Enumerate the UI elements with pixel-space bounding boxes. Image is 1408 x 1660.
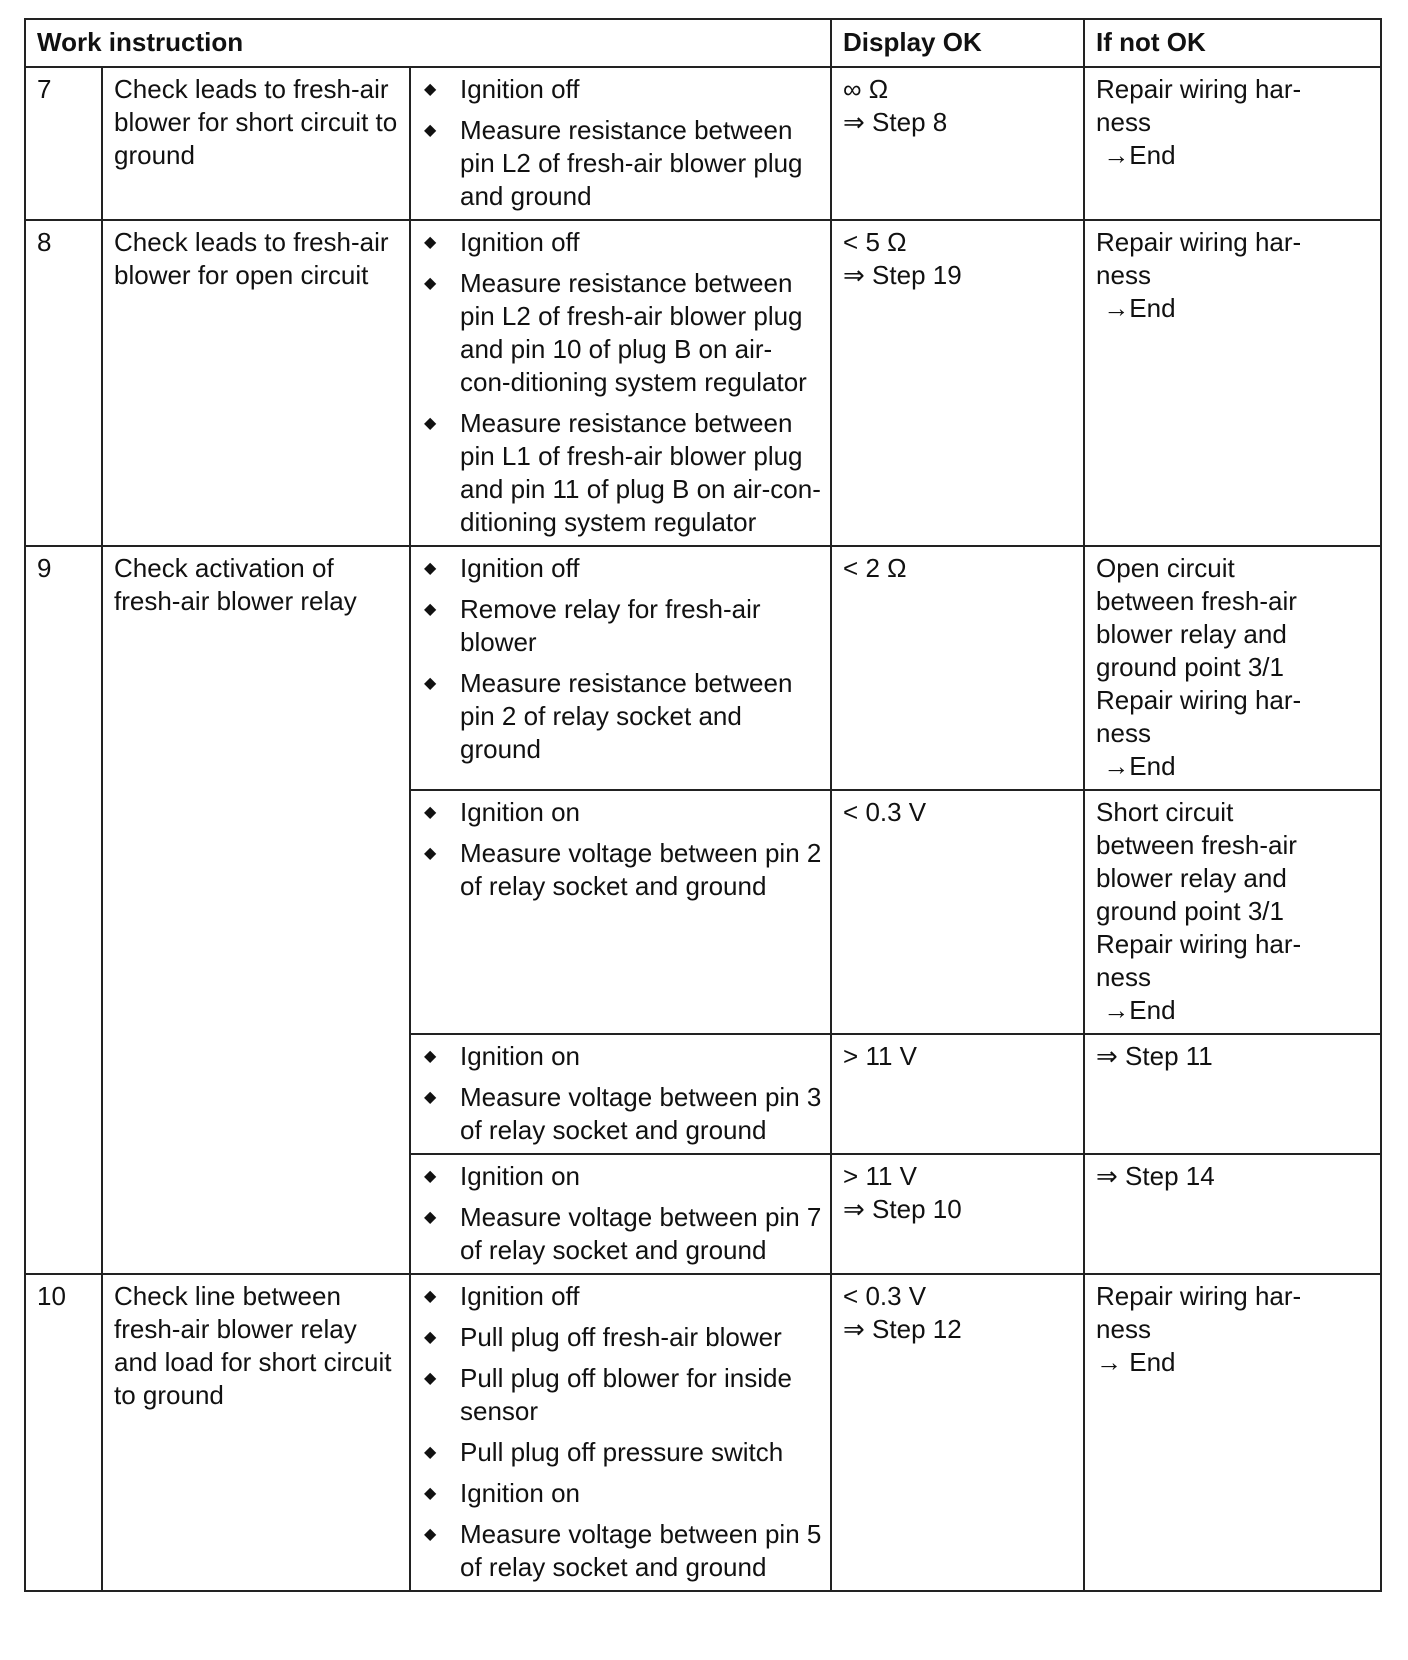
instruction-steps: [410, 546, 831, 790]
list-item: [422, 1518, 822, 1584]
diamond-bullet-icon: ◆: [424, 601, 437, 618]
if-not-ok-line: ness: [1096, 260, 1151, 290]
instruction-list: [422, 73, 822, 213]
display-ok-line: > 11 V: [843, 1041, 917, 1071]
if-not-ok-action: [1084, 1274, 1381, 1591]
display-ok-line: ⇒ Step 10: [843, 1194, 962, 1224]
display-ok-value: [831, 1274, 1084, 1591]
list-item: [422, 796, 822, 829]
diamond-bullet-icon: ◆: [424, 234, 437, 251]
list-item: [422, 1280, 822, 1313]
instruction-text: Ignition on: [460, 1041, 580, 1071]
instruction-text: Pull plug off blower for inside sensor: [460, 1363, 792, 1426]
if-not-ok-action: [1084, 1034, 1381, 1154]
if-not-ok-line: blower relay and: [1096, 863, 1287, 893]
list-item: [422, 1362, 822, 1428]
step-number: 10: [25, 1274, 102, 1591]
if-not-ok-action: [1084, 546, 1381, 790]
display-ok-line: < 2 Ω: [843, 553, 907, 583]
list-item: [422, 226, 822, 259]
if-not-ok-line: ness: [1096, 962, 1151, 992]
instruction-text: Ignition on: [460, 1478, 580, 1508]
display-ok-line: < 0.3 V: [843, 797, 927, 827]
display-ok-line: > 11 V: [843, 1161, 917, 1191]
diamond-bullet-icon: ◆: [424, 1485, 437, 1502]
if-not-ok-line: ground point 3/1: [1096, 896, 1284, 926]
check-description: Check leads to fresh-air blower for short circuit to ground: [102, 67, 410, 220]
check-description: Check line between fresh-air blower relay and load for short circuit to ground: [102, 1274, 410, 1591]
display-ok-value: [831, 546, 1084, 790]
display-ok-line: ⇒ Step 8: [843, 107, 948, 137]
table-row: [25, 1274, 1381, 1591]
check-description: Check leads to fresh-air blower for open circuit: [102, 220, 410, 546]
diamond-bullet-icon: ◆: [424, 122, 437, 139]
diamond-bullet-icon: ◆: [424, 1048, 437, 1065]
list-item: [422, 1081, 822, 1147]
list-item: [422, 1436, 822, 1469]
if-not-ok-line: Short circuit: [1096, 797, 1234, 827]
instruction-steps: [410, 790, 831, 1034]
instruction-text: Measure voltage between pin 5 of relay socket and ground: [460, 1519, 822, 1582]
display-ok-value: [831, 790, 1084, 1034]
diamond-bullet-icon: ◆: [424, 1089, 437, 1106]
step-number: 7: [25, 67, 102, 220]
diamond-bullet-icon: ◆: [424, 804, 437, 821]
diamond-bullet-icon: ◆: [424, 1526, 437, 1543]
if-not-ok-line: →End: [1096, 995, 1176, 1025]
header-work-instruction: Work instruction: [25, 19, 831, 67]
display-ok-value: [831, 1154, 1084, 1274]
if-not-ok-line: →End: [1096, 751, 1176, 781]
diamond-bullet-icon: ◆: [424, 415, 437, 432]
table-body: [25, 67, 1381, 1591]
list-item: [422, 73, 822, 106]
instruction-text: Pull plug off fresh-air blower: [460, 1322, 782, 1352]
diamond-bullet-icon: ◆: [424, 1209, 437, 1226]
diamond-bullet-icon: ◆: [424, 275, 437, 292]
instruction-text: Measure voltage between pin 3 of relay socket and ground: [460, 1082, 822, 1145]
diamond-bullet-icon: ◆: [424, 1370, 437, 1387]
table-row: [25, 67, 1381, 220]
display-ok-line: ⇒ Step 19: [843, 260, 962, 290]
list-item: [422, 407, 822, 539]
display-ok-value: [831, 67, 1084, 220]
if-not-ok-line: Repair wiring har-: [1096, 227, 1302, 257]
table-row: [25, 220, 1381, 546]
list-item: [422, 552, 822, 585]
list-item: [422, 837, 822, 903]
if-not-ok-line: ness: [1096, 718, 1151, 748]
diamond-bullet-icon: ◆: [424, 1288, 437, 1305]
instruction-text: Measure resistance between pin L2 of fresh-air blower plug and pin 10 of plug B on air-con-ditioning system regulator: [460, 268, 807, 397]
diamond-bullet-icon: ◆: [424, 845, 437, 862]
if-not-ok-line: blower relay and: [1096, 619, 1287, 649]
instruction-steps: [410, 67, 831, 220]
display-ok-line: ∞ Ω: [843, 74, 889, 104]
instruction-list: [422, 552, 822, 766]
instruction-text: Measure voltage between pin 2 of relay socket and ground: [460, 838, 822, 901]
instruction-text: Measure resistance between pin L1 of fresh-air blower plug and pin 11 of plug B on air-con-ditioning system regulator: [460, 408, 821, 537]
header-display-ok: Display OK: [831, 19, 1084, 67]
instruction-text: Ignition off: [460, 553, 580, 583]
diamond-bullet-icon: ◆: [424, 1444, 437, 1461]
if-not-ok-line: Repair wiring har-: [1096, 74, 1302, 104]
step-number: 9: [25, 546, 102, 1274]
diamond-bullet-icon: ◆: [424, 1168, 437, 1185]
instruction-steps: [410, 220, 831, 546]
step-number: 8: [25, 220, 102, 546]
instruction-text: Ignition on: [460, 1161, 580, 1191]
display-ok-value: [831, 1034, 1084, 1154]
instruction-list: [422, 1040, 822, 1147]
list-item: [422, 114, 822, 213]
instruction-text: Pull plug off pressure switch: [460, 1437, 784, 1467]
list-item: [422, 1160, 822, 1193]
work-instruction-table: [24, 18, 1382, 1592]
display-ok-line: ⇒ Step 12: [843, 1314, 962, 1344]
diamond-bullet-icon: ◆: [424, 81, 437, 98]
if-not-ok-line: → End: [1096, 1347, 1176, 1377]
list-item: [422, 1040, 822, 1073]
if-not-ok-line: Repair wiring har-: [1096, 929, 1302, 959]
diamond-bullet-icon: ◆: [424, 1329, 437, 1346]
list-item: [422, 267, 822, 399]
instruction-steps: [410, 1274, 831, 1591]
if-not-ok-line: between fresh-air: [1096, 586, 1297, 616]
header-if-not-ok: If not OK: [1084, 19, 1381, 67]
instruction-list: [422, 226, 822, 539]
list-item: [422, 1321, 822, 1354]
if-not-ok-line: ⇒ Step 11: [1096, 1041, 1213, 1071]
instruction-text: Measure resistance between pin L2 of fresh-air blower plug and ground: [460, 115, 803, 211]
list-item: [422, 1201, 822, 1267]
if-not-ok-line: →End: [1096, 140, 1176, 170]
instruction-text: Ignition off: [460, 227, 580, 257]
instruction-steps: [410, 1154, 831, 1274]
table-row: [25, 546, 1381, 790]
instruction-list: [422, 1160, 822, 1267]
instruction-text: Ignition off: [460, 1281, 580, 1311]
if-not-ok-line: Open circuit: [1096, 553, 1235, 583]
diamond-bullet-icon: ◆: [424, 560, 437, 577]
instruction-list: [422, 796, 822, 903]
display-ok-line: < 0.3 V: [843, 1281, 927, 1311]
check-description: Check activation of fresh-air blower relay: [102, 546, 410, 1274]
if-not-ok-action: [1084, 1154, 1381, 1274]
if-not-ok-line: ness: [1096, 1314, 1151, 1344]
instruction-text: Remove relay for fresh-air blower: [460, 594, 761, 657]
instruction-text: Ignition on: [460, 797, 580, 827]
if-not-ok-action: [1084, 790, 1381, 1034]
display-ok-value: [831, 220, 1084, 546]
list-item: [422, 667, 822, 766]
if-not-ok-action: [1084, 220, 1381, 546]
diamond-bullet-icon: ◆: [424, 675, 437, 692]
display-ok-line: < 5 Ω: [843, 227, 907, 257]
if-not-ok-line: ground point 3/1: [1096, 652, 1284, 682]
if-not-ok-line: Repair wiring har-: [1096, 1281, 1302, 1311]
instruction-steps: [410, 1034, 831, 1154]
list-item: [422, 593, 822, 659]
instruction-list: [422, 1280, 822, 1584]
instruction-text: Measure voltage between pin 7 of relay socket and ground: [460, 1202, 822, 1265]
if-not-ok-line: between fresh-air: [1096, 830, 1297, 860]
if-not-ok-line: →End: [1096, 293, 1176, 323]
if-not-ok-line: ⇒ Step 14: [1096, 1161, 1215, 1191]
if-not-ok-line: ness: [1096, 107, 1151, 137]
if-not-ok-action: [1084, 67, 1381, 220]
header-row: [25, 19, 1381, 67]
instruction-text: Ignition off: [460, 74, 580, 104]
document-page: [24, 18, 1380, 1592]
instruction-text: Measure resistance between pin 2 of relay socket and ground: [460, 668, 793, 764]
list-item: [422, 1477, 822, 1510]
if-not-ok-line: Repair wiring har-: [1096, 685, 1302, 715]
